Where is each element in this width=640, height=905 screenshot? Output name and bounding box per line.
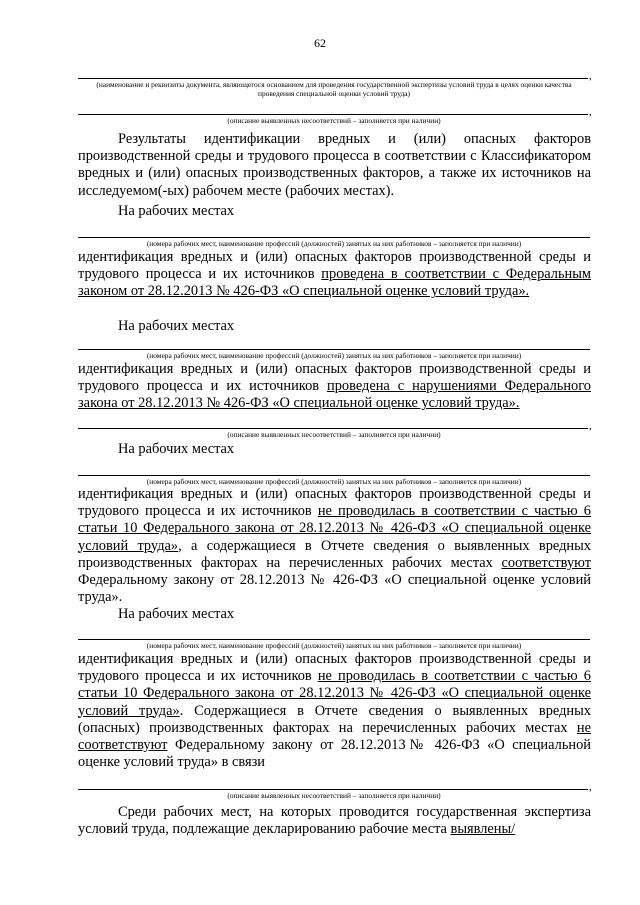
- line-comma: ,: [589, 781, 592, 793]
- ident-text: идентификация вредных и (или) опасных факторов производственной среды и трудового процесса и их источников: [78, 651, 591, 685]
- caption-workplaces: (номера рабочих мест, наименование профессий (должностей) занятых на них работников – заполняется при наличии): [146, 477, 522, 486]
- ident-status: не проводилась в соответствии с частью 6 статьи 10 Федерального закона от 28.12.2013 № 426-ФЗ «О специальной оценке условий труда»: [78, 668, 591, 719]
- fill-line: [78, 475, 590, 476]
- fill-line: [78, 428, 588, 429]
- page-number: 62: [314, 36, 326, 50]
- paragraph-results: Результаты идентификации вредных и (или) опасных факторов производственной среды и трудового процесса в соответствии с Классификатором вредных и (или) опасных производственных факторов, а также их источников на исследуемом(-ых) рабочем месте (рабочих местах).: [78, 131, 591, 199]
- heading-workplaces: На рабочих местах: [118, 606, 235, 622]
- heading-workplaces: На рабочих местах: [118, 203, 235, 219]
- caption-violations: (описание выявленных несоответствий – заполняется при наличии): [227, 430, 441, 439]
- paragraph-ident-violations: [78, 361, 591, 413]
- ident-status: не проводилась в соответствии с частью 6 статьи 10 Федерального закона от 28.12.2013 № 426-ФЗ «О специальной оценке условий труда»: [78, 503, 591, 554]
- fill-line: [78, 639, 590, 640]
- heading-workplaces: На рабочих местах: [118, 441, 235, 457]
- line-comma: ,: [589, 420, 592, 432]
- caption-doc-basis: (наименование и реквизиты документа, являющегося основанием для проведения государственной экспертизы условий труда в целях оценки качества проведения специальной оценки условий труда): [96, 80, 572, 98]
- declaration-text: Среди рабочих мест, на которых проводится государственная экспертиза условий труда, подлежащие декларированию рабочие места: [78, 804, 591, 838]
- caption-violations: (описание выявленных несоответствий – заполняется при наличии): [227, 116, 441, 125]
- fill-line: [78, 114, 588, 115]
- ident-status: проведена с нарушениями Федерального закона от 28.12.2013 № 426-ФЗ «О специальной оценке условий труда».: [78, 378, 591, 412]
- caption-workplaces: (номера рабочих мест, наименование профессий (должностей) занятых на них работников – заполняется при наличии): [146, 351, 522, 360]
- ident-status: проведена в соответствии с Федеральным законом от 28.12.2013 № 426-ФЗ «О специальной оценке условий труда».: [78, 266, 591, 300]
- line-comma: ,: [589, 70, 592, 82]
- caption-violations: (описание выявленных несоответствий – заполняется при наличии): [227, 791, 441, 800]
- line-comma: ,: [589, 106, 592, 118]
- ident-text: . Содержащиеся в Отчете сведения о выявленных вредных (опасных) производственных факторах на перечисленных рабочих местах: [78, 702, 592, 736]
- fill-line: [78, 237, 590, 238]
- ident-text: идентификация вредных и (или) опасных факторов производственной среды и трудового процесса и их источников: [78, 249, 591, 283]
- paragraph-ident-not-held-ok: [78, 486, 591, 606]
- conformity-status: соответствуют: [501, 554, 591, 571]
- ident-text: идентификация вредных и (или) опасных факторов производственной среды и трудового процесса и их источников: [78, 361, 591, 395]
- conformity-status: не соответствуют: [78, 719, 591, 754]
- caption-workplaces: (номера рабочих мест, наименование профессий (должностей) занятых на них работников – заполняется при наличии): [146, 239, 522, 248]
- fill-line: [78, 789, 588, 790]
- paragraph-ident-not-held-mismatch: [78, 651, 591, 771]
- ident-text: Федеральному закону от 28.12.2013№ 426-ФЗ «О специальной оценке условий труда» в связи: [78, 737, 591, 771]
- fill-line: [78, 78, 588, 79]
- ident-text: идентификация вредных и (или) опасных факторов производственной среды и трудового процесса и их источников: [78, 486, 591, 520]
- paragraph-ident-ok: [78, 249, 591, 301]
- ident-text: , а содержащиеся в Отчете сведения о выявленных вредных производственных факторах на перечисленных рабочих местах: [78, 537, 591, 571]
- fill-line: [78, 349, 590, 350]
- caption-workplaces: (номера рабочих мест, наименование профессий (должностей) занятых на них работников – заполняется при наличии): [146, 641, 522, 650]
- ident-text: Федеральному закону от 28.12.2013 № 426-ФЗ «О специальной оценке условий труда».: [78, 572, 591, 606]
- heading-workplaces: На рабочих местах: [118, 318, 235, 334]
- paragraph-declaration: [78, 804, 591, 838]
- declaration-status: выявлены/: [450, 821, 516, 838]
